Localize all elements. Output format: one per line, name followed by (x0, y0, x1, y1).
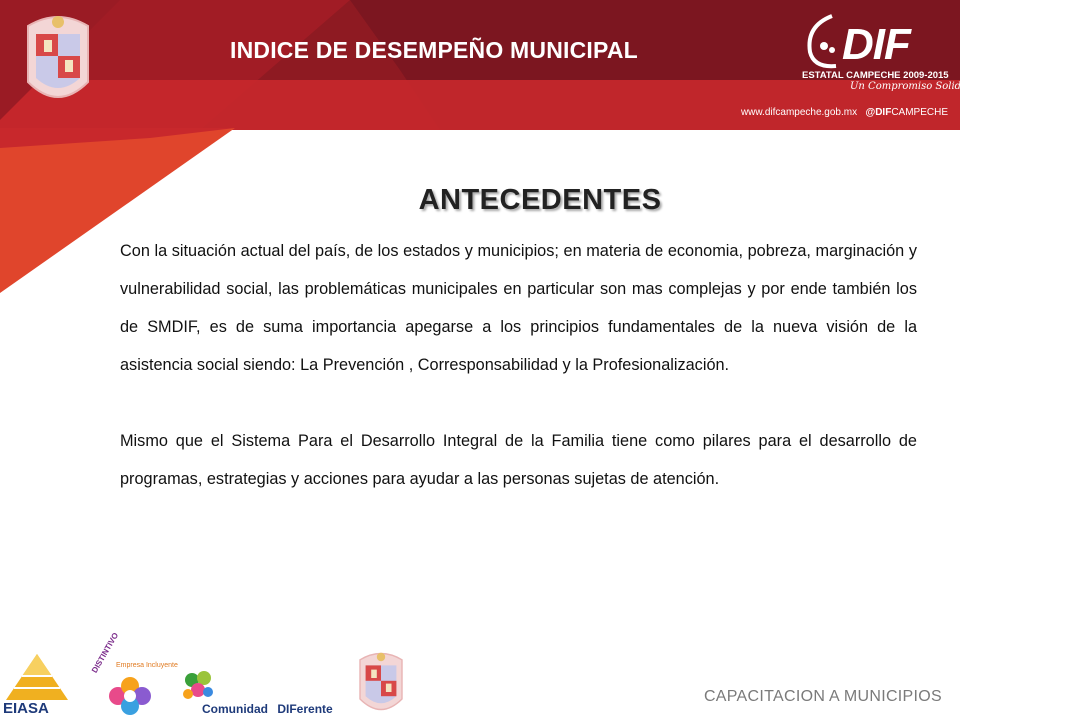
campeche-crest-icon (22, 12, 94, 112)
twitter-suffix[interactable]: CAMPECHE (891, 107, 948, 118)
footer-label: CAPACITACION A MUNICIPIOS (703, 688, 942, 705)
comunidad-word: Comunidad (202, 702, 268, 716)
web-links (741, 107, 948, 118)
distintivo-text: DISTINTIVO (90, 631, 121, 675)
eiasa-text: EIASA (3, 700, 49, 717)
eiasa-logo-icon (0, 650, 75, 720)
diferente-word: DIFerente (277, 702, 333, 716)
section-heading: ANTECEDENTES (418, 184, 662, 216)
empresa-text: Empresa Incluyente (116, 662, 178, 669)
website-link[interactable]: www.difcampeche.gob.mx (740, 107, 858, 118)
dif-subtitle: ESTATAL CAMPECHE 2009-2015 (802, 70, 949, 81)
comunidad-text (202, 702, 333, 716)
paragraph-2: Mismo que el Sistema Para el Desarrollo Integral de la Familia tiene como pilares para el desarrollo de programas, estrategias y acciones para ayudar a las personas sujetas de atención. (120, 432, 917, 488)
dif-logo-icon (800, 10, 982, 92)
twitter-prefix[interactable]: @DIF (865, 107, 892, 118)
dif-tagline: Un Compromiso Solidario (850, 81, 982, 92)
body-text (120, 232, 917, 498)
page-title: INDICE DE DESEMPEÑO MUNICIPAL (230, 37, 638, 63)
distintivo-logo-icon (88, 631, 178, 720)
comunidad-diferente-logo-icon (178, 668, 338, 720)
paragraph-1: Con la situación actual del país, de los estados y municipios; en materia de economia, pobreza, marginación y vulnerabilidad social, las problemáticas municipales en particular son mas complejas y por ende también los de SMDIF, es de suma importancia apegarse a los principios fundamentales de la nueva visión de la asistencia social siendo: La Prevención , Corresponsabilidad y la Profesionalización. (120, 242, 917, 374)
dif-brand-text: DIF (842, 20, 910, 69)
campeche-crest-bottom-icon (355, 650, 407, 720)
